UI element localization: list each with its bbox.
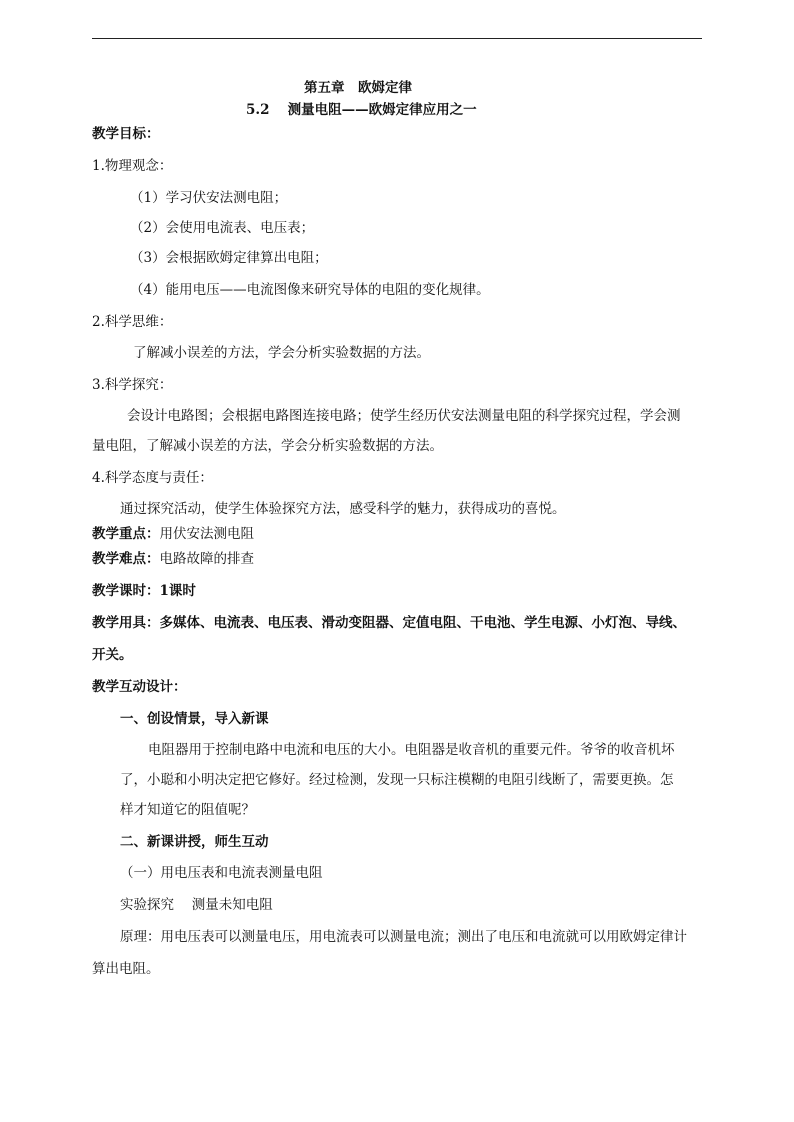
part1-text-line3: 样才知道它的阻值呢？ [120, 802, 255, 818]
scientific-thinking-text: 了解减小误差的方法，学会分析实验数据的方法。 [133, 345, 430, 361]
scientific-inquiry-text-line1: 会设计电路图；会根据电路图连接电路；使学生经历伏安法测量电阻的科学探究过程，学会测 [127, 408, 681, 424]
chapter-title: 第五章 欧姆定律 [304, 80, 412, 96]
part1-text-line1: 电阻器用于控制电路中电流和电压的大小。电阻器是收音机的重要元件。爷爷的收音机坏 [148, 742, 675, 758]
attitude-text: 通过探究活动，使学生体验探究方法，感受科学的魅力，获得成功的喜悦。 [120, 501, 566, 517]
scientific-thinking-heading: 2.科学思维： [92, 314, 173, 330]
part1-heading: 一、创设情景，导入新课 [120, 711, 269, 727]
physics-concept-heading: 1.物理观念： [92, 158, 173, 174]
class-hours-value: 1课时 [159, 583, 196, 599]
tools-label: 教学用具： [92, 615, 160, 631]
difficulty-row [92, 550, 254, 568]
objectives-heading: 教学目标： [92, 126, 160, 142]
objective-item: （3）会根据欧姆定律算出电阻； [130, 250, 328, 266]
part1-text-line2: 了，小聪和小明决定把它修好。经过检测，发现一只标注模糊的电阻引线断了，需要更换。怎 [120, 772, 674, 788]
objective-item: （4）能用电压——电流图像来研究导体的电阻的变化规律。 [130, 282, 490, 298]
key-point-value: 用伏安法测电阻 [159, 526, 254, 542]
header-rule [92, 38, 702, 39]
tools-line1: 多媒体、电流表、电压表、滑动变阻器、定值电阻、干电池、学生电源、小灯泡、导线、 [159, 615, 686, 631]
principle-line2: 算出电阻。 [92, 961, 160, 977]
attitude-heading: 4.科学态度与责任： [92, 470, 213, 486]
tools-row [92, 614, 686, 632]
scientific-inquiry-heading: 3.科学探究： [92, 377, 173, 393]
design-heading: 教学互动设计： [92, 679, 187, 695]
principle-line1: 原理：用电压表可以测量电压，用电流表可以测量电流；测出了电压和电流就可以用欧姆定律计 [120, 929, 687, 945]
objective-item: （2）会使用电流表、电压表； [130, 220, 315, 236]
key-point-row [92, 525, 254, 543]
tools-line2: 开关。 [92, 647, 133, 663]
key-point-label: 教学重点： [92, 526, 160, 542]
difficulty-label: 教学难点： [92, 551, 160, 567]
class-hours-row [92, 582, 196, 600]
class-hours-label: 教学课时： [92, 583, 160, 599]
part2-heading: 二、新课讲授，师生互动 [120, 834, 269, 850]
experiment-title: 实验探究 测量未知电阻 [120, 897, 273, 913]
scientific-inquiry-text-line2: 量电阻，了解减小误差的方法，学会分析实验数据的方法。 [92, 438, 443, 454]
section-title: 5.2 测量电阻——欧姆定律应用之一 [246, 102, 477, 118]
difficulty-value: 电路故障的排查 [159, 551, 254, 567]
objective-item: （1）学习伏安法测电阻； [130, 190, 288, 206]
part2-sub1: （一）用电压表和电流表测量电阻 [120, 865, 323, 881]
